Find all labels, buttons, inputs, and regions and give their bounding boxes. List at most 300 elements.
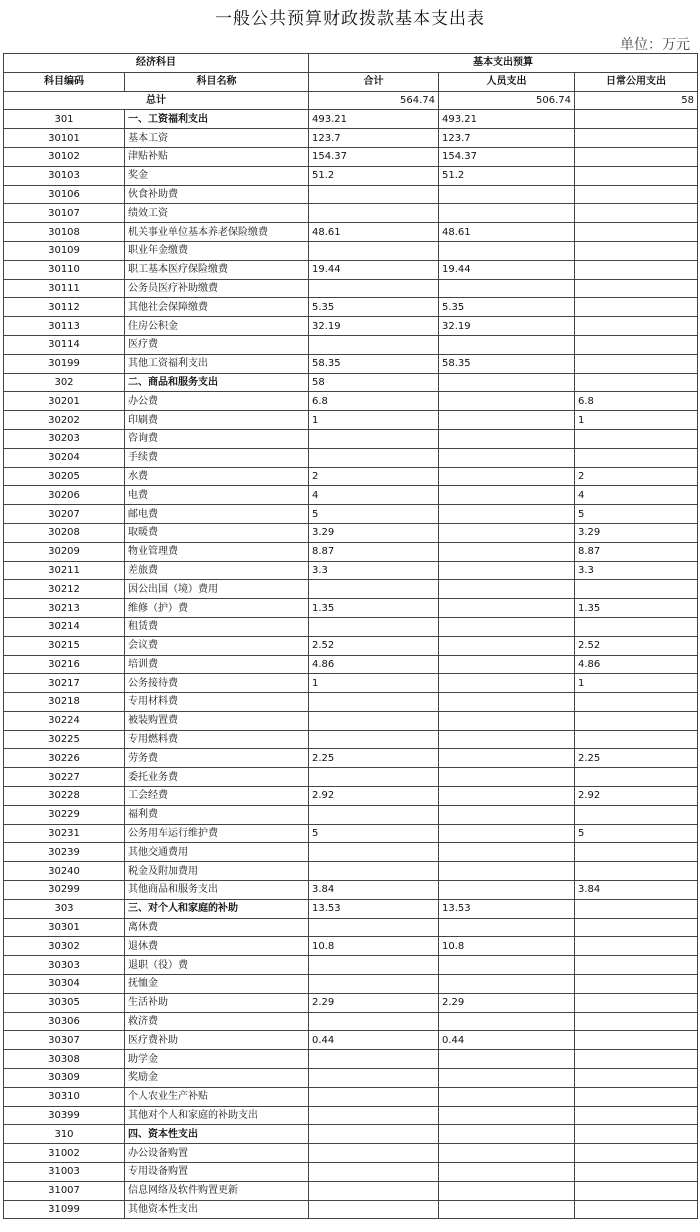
row-code: 30103 [4,166,125,185]
table-row [4,711,698,730]
header-budget-group: 基本支出预算 [309,54,698,73]
row-public [575,1031,698,1050]
row-total [309,1012,439,1031]
row-code: 30110 [4,260,125,279]
row-total: 48.61 [309,223,439,242]
row-personnel [439,505,575,524]
row-total [309,429,439,448]
row-code: 30214 [4,617,125,636]
table-row [4,693,698,712]
row-public [575,298,698,317]
table-row [4,899,698,918]
row-public: 2.92 [575,787,698,806]
row-personnel: 493.21 [439,110,575,129]
row-public [575,279,698,298]
row-total [309,975,439,994]
row-total: 8.87 [309,542,439,561]
row-public [575,354,698,373]
row-personnel [439,561,575,580]
row-personnel [439,655,575,674]
row-name: 物业管理费 [125,542,309,561]
row-code: 301 [4,110,125,129]
row-public [575,1181,698,1200]
row-public [575,185,698,204]
header-econ-group: 经济科目 [4,54,309,73]
row-personnel [439,241,575,260]
row-personnel [439,768,575,787]
row-code: 30102 [4,147,125,166]
row-code: 30231 [4,824,125,843]
row-public: 1 [575,411,698,430]
row-personnel [439,843,575,862]
row-total [309,1069,439,1088]
header-total: 合计 [309,72,439,91]
row-public [575,317,698,336]
table-row [4,110,698,129]
row-personnel [439,1069,575,1088]
row-personnel [439,523,575,542]
row-name: 水费 [125,467,309,486]
table-row [4,1069,698,1088]
row-public [575,730,698,749]
row-total [309,693,439,712]
row-total: 0.44 [309,1031,439,1050]
row-public: 6.8 [575,392,698,411]
row-personnel: 58.35 [439,354,575,373]
table-row [4,429,698,448]
row-name: 机关事业单位基本养老保险缴费 [125,223,309,242]
row-public: 5 [575,824,698,843]
table-row [4,448,698,467]
row-total [309,580,439,599]
row-total [309,1106,439,1125]
row-public [575,335,698,354]
row-personnel [439,1012,575,1031]
table-row [4,1050,698,1069]
row-name: 医疗费 [125,335,309,354]
row-personnel [439,335,575,354]
row-total: 1 [309,411,439,430]
row-personnel [439,279,575,298]
row-total: 32.19 [309,317,439,336]
total-total: 564.74 [309,91,439,110]
row-name: 邮电费 [125,505,309,524]
row-personnel: 51.2 [439,166,575,185]
row-name: 伙食补助费 [125,185,309,204]
row-code: 30308 [4,1050,125,1069]
row-total: 58.35 [309,354,439,373]
row-code: 31002 [4,1144,125,1163]
row-code: 30204 [4,448,125,467]
row-code: 30211 [4,561,125,580]
row-personnel [439,1181,575,1200]
table-row [4,956,698,975]
row-personnel: 2.29 [439,993,575,1012]
row-total: 2.25 [309,749,439,768]
row-personnel [439,824,575,843]
row-total: 2 [309,467,439,486]
row-personnel [439,185,575,204]
row-personnel [439,599,575,618]
table-row [4,824,698,843]
row-public [575,1106,698,1125]
row-code: 30107 [4,204,125,223]
unit-label: 单位：万元 [620,37,690,53]
row-name: 租赁费 [125,617,309,636]
row-name: 印刷费 [125,411,309,430]
table-row [4,1031,698,1050]
table-row [4,1012,698,1031]
row-public [575,1125,698,1144]
row-code: 30201 [4,392,125,411]
row-personnel [439,411,575,430]
table-row [4,674,698,693]
row-personnel [439,881,575,900]
table-row [4,937,698,956]
row-personnel [439,787,575,806]
row-total: 4.86 [309,655,439,674]
row-code: 30203 [4,429,125,448]
table-row [4,580,698,599]
table-row [4,1200,698,1219]
row-code: 30109 [4,241,125,260]
table-row [4,185,698,204]
row-total: 123.7 [309,129,439,148]
table-row [4,486,698,505]
row-total [309,730,439,749]
row-public: 4.86 [575,655,698,674]
row-personnel [439,429,575,448]
row-code: 302 [4,373,125,392]
table-row [4,843,698,862]
row-code: 30303 [4,956,125,975]
row-personnel [439,711,575,730]
row-name: 住房公积金 [125,317,309,336]
row-name: 因公出国（境）费用 [125,580,309,599]
row-name: 离休费 [125,918,309,937]
table-row [4,881,698,900]
row-public: 3.29 [575,523,698,542]
total-row [4,91,698,110]
table-row [4,599,698,618]
row-name: 其他商品和服务支出 [125,881,309,900]
header-row-columns [4,72,698,91]
row-public [575,1050,698,1069]
row-personnel [439,1163,575,1182]
table-row [4,505,698,524]
row-personnel [439,674,575,693]
row-public [575,937,698,956]
row-total [309,1181,439,1200]
row-public [575,166,698,185]
row-public: 2.25 [575,749,698,768]
row-personnel: 0.44 [439,1031,575,1050]
row-name: 其他工资福利支出 [125,354,309,373]
row-public [575,373,698,392]
table-row [4,730,698,749]
header-row-group [4,54,698,73]
row-total: 5.35 [309,298,439,317]
row-total [309,185,439,204]
row-public [575,147,698,166]
row-public: 3.84 [575,881,698,900]
row-name: 差旅费 [125,561,309,580]
row-name: 其他社会保障缴费 [125,298,309,317]
row-code: 30224 [4,711,125,730]
row-total [309,862,439,881]
table-row [4,317,698,336]
row-personnel [439,580,575,599]
row-code: 30199 [4,354,125,373]
row-personnel: 10.8 [439,937,575,956]
row-code: 30399 [4,1106,125,1125]
row-public [575,862,698,881]
row-personnel [439,1050,575,1069]
row-code: 30229 [4,805,125,824]
row-personnel [439,956,575,975]
row-code: 30302 [4,937,125,956]
row-personnel [439,1087,575,1106]
row-total [309,918,439,937]
row-name: 其他交通费用 [125,843,309,862]
row-personnel: 5.35 [439,298,575,317]
table-row [4,373,698,392]
row-code: 30228 [4,787,125,806]
row-name: 信息网络及软件购置更新 [125,1181,309,1200]
row-total: 3.29 [309,523,439,542]
row-personnel [439,204,575,223]
table-row [4,335,698,354]
row-name: 一、工资福利支出 [125,110,309,129]
row-public: 8.87 [575,542,698,561]
row-personnel: 48.61 [439,223,575,242]
row-code: 30209 [4,542,125,561]
row-public [575,429,698,448]
row-personnel: 13.53 [439,899,575,918]
row-code: 30213 [4,599,125,618]
row-public: 4 [575,486,698,505]
row-name: 培训费 [125,655,309,674]
row-total [309,1200,439,1219]
row-name: 生活补助 [125,993,309,1012]
row-total: 5 [309,824,439,843]
row-name: 退休费 [125,937,309,956]
row-code: 30239 [4,843,125,862]
row-total: 3.84 [309,881,439,900]
header-code: 科目编码 [4,72,125,91]
table-row [4,241,698,260]
row-code: 30113 [4,317,125,336]
row-personnel [439,805,575,824]
row-personnel: 154.37 [439,147,575,166]
row-personnel [439,542,575,561]
table-row [4,542,698,561]
row-public [575,223,698,242]
table-row [4,655,698,674]
budget-table [3,53,698,1219]
row-name: 公务员医疗补助缴费 [125,279,309,298]
header-public: 日常公用支出 [575,72,698,91]
row-public [575,204,698,223]
row-total: 5 [309,505,439,524]
row-public [575,693,698,712]
row-code: 31099 [4,1200,125,1219]
table-row [4,1163,698,1182]
row-personnel [439,693,575,712]
row-personnel [439,1106,575,1125]
row-total: 13.53 [309,899,439,918]
row-public [575,1163,698,1182]
total-personnel: 506.74 [439,91,575,110]
row-code: 310 [4,1125,125,1144]
row-name: 办公设备购置 [125,1144,309,1163]
table-row [4,636,698,655]
row-total [309,204,439,223]
row-personnel [439,392,575,411]
row-public [575,843,698,862]
table-row [4,805,698,824]
table-row [4,129,698,148]
row-public: 5 [575,505,698,524]
table-row [4,749,698,768]
row-code: 30111 [4,279,125,298]
table-row [4,561,698,580]
row-name: 奖金 [125,166,309,185]
row-total [309,1163,439,1182]
table-row [4,354,698,373]
row-total: 10.8 [309,937,439,956]
row-name: 津贴补贴 [125,147,309,166]
row-code: 30106 [4,185,125,204]
row-public [575,956,698,975]
row-public [575,260,698,279]
row-name: 委托业务费 [125,768,309,787]
row-code: 30227 [4,768,125,787]
total-public: 58 [575,91,698,110]
row-public: 1 [575,674,698,693]
table-row [4,768,698,787]
table-row [4,1087,698,1106]
row-total: 3.3 [309,561,439,580]
row-public [575,617,698,636]
row-name: 医疗费补助 [125,1031,309,1050]
row-name: 救济费 [125,1012,309,1031]
row-code: 30304 [4,975,125,994]
row-public [575,580,698,599]
row-total: 2.52 [309,636,439,655]
row-personnel [439,749,575,768]
row-code: 30225 [4,730,125,749]
table-row [4,918,698,937]
table-row [4,1106,698,1125]
row-code: 30218 [4,693,125,712]
row-name: 助学金 [125,1050,309,1069]
row-name: 其他资本性支出 [125,1200,309,1219]
row-public [575,918,698,937]
row-public [575,993,698,1012]
row-total [309,768,439,787]
table-row [4,467,698,486]
table-row [4,617,698,636]
row-total: 58 [309,373,439,392]
row-name: 职工基本医疗保险缴费 [125,260,309,279]
table-row [4,523,698,542]
row-name: 二、商品和服务支出 [125,373,309,392]
row-name: 三、对个人和家庭的补助 [125,899,309,918]
row-public [575,805,698,824]
row-code: 30301 [4,918,125,937]
row-name: 绩效工资 [125,204,309,223]
row-total: 6.8 [309,392,439,411]
row-total: 4 [309,486,439,505]
row-code: 30212 [4,580,125,599]
row-code: 30112 [4,298,125,317]
row-public [575,110,698,129]
row-personnel [439,486,575,505]
row-code: 30215 [4,636,125,655]
row-public [575,1087,698,1106]
row-code: 30309 [4,1069,125,1088]
row-public: 1.35 [575,599,698,618]
row-name: 基本工资 [125,129,309,148]
row-code: 30216 [4,655,125,674]
table-row [4,298,698,317]
row-name: 办公费 [125,392,309,411]
row-code: 31007 [4,1181,125,1200]
row-personnel [439,448,575,467]
row-total [309,805,439,824]
row-personnel [439,1144,575,1163]
table-row [4,787,698,806]
table-row [4,1181,698,1200]
row-name: 奖励金 [125,1069,309,1088]
table-row [4,411,698,430]
row-total [309,956,439,975]
row-personnel [439,862,575,881]
row-name: 福利费 [125,805,309,824]
row-personnel [439,730,575,749]
page-title: 一般公共预算财政拨款基本支出表 [215,9,485,29]
row-total [309,241,439,260]
row-public [575,899,698,918]
row-name: 会议费 [125,636,309,655]
row-name: 专用燃料费 [125,730,309,749]
row-code: 30207 [4,505,125,524]
row-total [309,843,439,862]
table-row [4,993,698,1012]
row-name: 退职（役）费 [125,956,309,975]
row-code: 30299 [4,881,125,900]
row-total [309,1144,439,1163]
row-public [575,1200,698,1219]
row-code: 30226 [4,749,125,768]
header-name: 科目名称 [125,72,309,91]
table-row [4,279,698,298]
row-total [309,1050,439,1069]
row-code: 30307 [4,1031,125,1050]
row-public [575,448,698,467]
row-total: 51.2 [309,166,439,185]
row-name: 劳务费 [125,749,309,768]
row-name: 四、资本性支出 [125,1125,309,1144]
row-personnel [439,617,575,636]
row-name: 手续费 [125,448,309,467]
row-total [309,279,439,298]
row-name: 取暖费 [125,523,309,542]
row-code: 30305 [4,993,125,1012]
row-total [309,1087,439,1106]
row-public: 2 [575,467,698,486]
